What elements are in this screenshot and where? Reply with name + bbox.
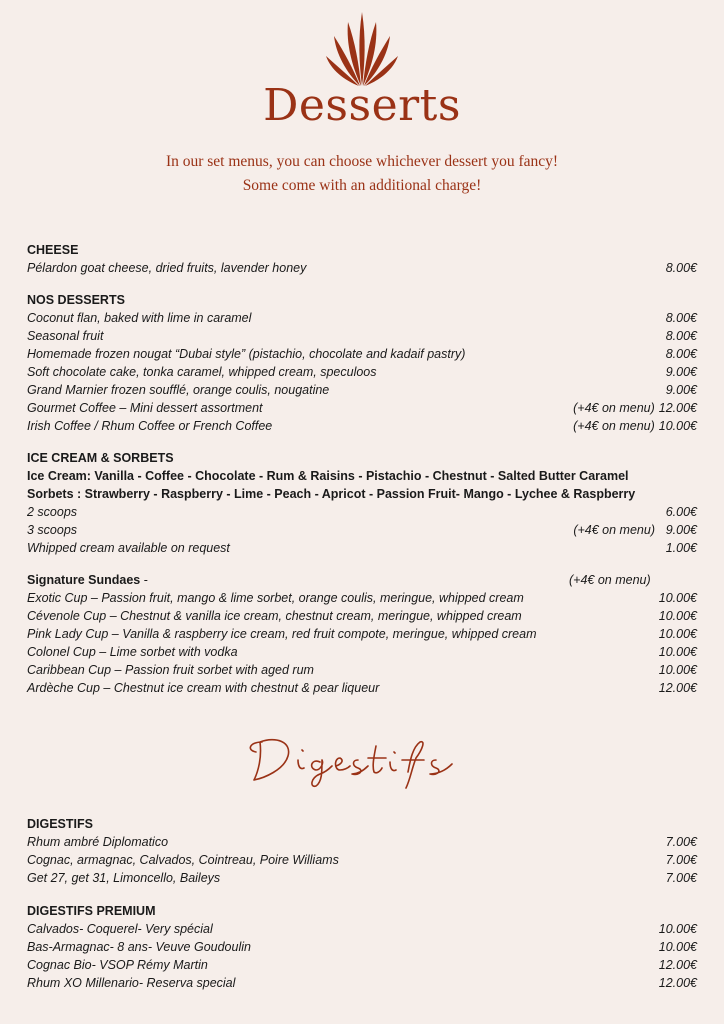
heading-dash: - xyxy=(140,573,148,587)
section-heading: DIGESTIFS PREMIUM xyxy=(27,904,156,918)
menu-item xyxy=(27,417,697,435)
nos-desserts-section xyxy=(27,291,697,435)
item-price: 10.00€ xyxy=(658,609,697,623)
item-name: Whipped cream available on request xyxy=(27,541,230,555)
menu-item xyxy=(27,643,697,661)
sorbet-flavors: Sorbets : Strawberry - Raspberry - Lime - Peach - Apricot - Passion Fruit- Mango - Lychee & Raspberry xyxy=(27,487,636,501)
item-price: 10.00€ xyxy=(658,591,697,605)
item-price: 12.00€ xyxy=(658,681,697,695)
item-name: Cognac, armagnac, Calvados, Cointreau, Poire Williams xyxy=(27,853,339,867)
sundae-heading-text: Signature Sundaes xyxy=(27,573,141,587)
intro-line: In our set menus, you can choose whichever dessert you fancy! xyxy=(165,153,559,170)
section-heading: CHEESE xyxy=(27,243,79,257)
item-name: Caribbean Cup – Passion fruit sorbet with aged rum xyxy=(27,663,314,677)
item-price: 10.00€ xyxy=(658,663,697,677)
menu-item xyxy=(27,399,697,417)
menu-item xyxy=(27,851,697,869)
menu-item xyxy=(27,345,697,363)
item-name: Seasonal fruit xyxy=(27,329,104,343)
item-price: 8.00€ xyxy=(665,347,697,361)
menu-item xyxy=(27,938,697,956)
item-price: 8.00€ xyxy=(665,261,697,275)
item-name: Ardèche Cup – Chestnut ice cream with chestnut & pear liqueur xyxy=(27,681,380,695)
item-note: (+4€ on menu) xyxy=(573,401,655,415)
item-price: 10.00€ xyxy=(658,627,697,641)
item-name: Grand Marnier frozen soufflé, orange coulis, nougatine xyxy=(27,383,330,397)
item-note: (+4€ on menu) xyxy=(573,523,655,537)
item-price: 8.00€ xyxy=(665,329,697,343)
item-name: Cognac Bio- VSOP Rémy Martin xyxy=(27,958,208,972)
menu-item xyxy=(27,869,697,887)
item-price: 9.00€ xyxy=(665,365,697,379)
menu-item xyxy=(27,974,697,992)
menu-item xyxy=(27,381,697,399)
menu-item xyxy=(27,679,697,697)
section-heading xyxy=(27,571,569,589)
menu-item xyxy=(27,521,697,539)
menu-item xyxy=(27,833,697,851)
item-price: 10.00€ xyxy=(658,940,697,954)
sundaes-section xyxy=(27,571,697,697)
item-price: 7.00€ xyxy=(665,871,697,885)
digestifs-script-title xyxy=(240,728,490,798)
menu-item xyxy=(27,661,697,679)
item-price: 9.00€ xyxy=(665,523,697,537)
item-price: 12.00€ xyxy=(658,976,697,990)
section-heading: NOS DESSERTS xyxy=(27,293,125,307)
item-name: 3 scoops xyxy=(27,523,78,537)
item-name: Gourmet Coffee – Mini dessert assortment xyxy=(27,401,263,415)
item-name: Pink Lady Cup – Vanilla & raspberry ice cream, red fruit compote, meringue, whipped cream xyxy=(27,627,537,641)
item-price: 12.00€ xyxy=(658,958,697,972)
item-price: 10.00€ xyxy=(658,419,697,433)
item-price: 7.00€ xyxy=(665,835,697,849)
section-heading: DIGESTIFS xyxy=(27,817,93,831)
item-price: 6.00€ xyxy=(665,505,697,519)
item-name: Exotic Cup – Passion fruit, mango & lime sorbet, orange coulis, meringue, whipped cream xyxy=(27,591,524,605)
item-name: Get 27, get 31, Limoncello, Baileys xyxy=(27,871,221,885)
ice-cream-flavors: Ice Cream: Vanilla - Coffee - Chocolate - Rum & Raisins - Pistachio - Chestnut - Salted Butter Caramel xyxy=(27,469,629,483)
page-title: Desserts xyxy=(263,80,461,131)
item-name: Colonel Cup – Lime sorbet with vodka xyxy=(27,645,238,659)
menu-item xyxy=(27,539,697,557)
item-price: 8.00€ xyxy=(665,311,697,325)
menu-item xyxy=(27,363,697,381)
menu-item xyxy=(27,309,697,327)
menu-item xyxy=(27,589,697,607)
menu-item xyxy=(27,920,697,938)
menu-item xyxy=(27,327,697,345)
item-price: 10.00€ xyxy=(658,922,697,936)
intro-text xyxy=(0,150,724,198)
menu-item xyxy=(27,607,697,625)
section-heading-row xyxy=(27,571,697,589)
item-price: 12.00€ xyxy=(658,401,697,415)
item-name: Homemade frozen nougat “Dubai style” (pistachio, chocolate and kadaif pastry) xyxy=(27,347,466,361)
ice-cream-section xyxy=(27,449,697,557)
item-price: 10.00€ xyxy=(658,645,697,659)
digestifs-premium-section xyxy=(27,902,697,992)
item-name: 2 scoops xyxy=(27,505,78,519)
item-note: (+4€ on menu) xyxy=(573,419,655,433)
item-name: Soft chocolate cake, tonka caramel, whipped cream, speculoos xyxy=(27,365,377,379)
item-price: 1.00€ xyxy=(665,541,697,555)
menu-item xyxy=(27,956,697,974)
item-name: Irish Coffee / Rhum Coffee or French Coffee xyxy=(27,419,273,433)
menu-item xyxy=(27,625,697,643)
item-name: Cévenole Cup – Chestnut & vanilla ice cream, chestnut cream, meringue, whipped cream xyxy=(27,609,522,623)
digestifs-section xyxy=(27,815,697,887)
item-name: Rhum ambré Diplomatico xyxy=(27,835,169,849)
menu-item xyxy=(27,259,697,277)
item-name: Pélardon goat cheese, dried fruits, lavender honey xyxy=(27,261,307,275)
item-price: 7.00€ xyxy=(665,853,697,867)
item-name: Calvados- Coquerel- Very spécial xyxy=(27,922,213,936)
item-name: Bas-Armagnac- 8 ans- Veuve Goudoulin xyxy=(27,940,251,954)
menu-item xyxy=(27,503,697,521)
intro-line: Some come with an additional charge! xyxy=(242,177,482,194)
cheese-section xyxy=(27,241,697,277)
item-price: 9.00€ xyxy=(665,383,697,397)
item-name: Rhum XO Millenario- Reserva special xyxy=(27,976,236,990)
shell-fan-icon xyxy=(322,8,402,88)
section-heading: ICE CREAM & SORBETS xyxy=(27,451,174,465)
item-name: Coconut flan, baked with lime in caramel xyxy=(27,311,252,325)
item-note: (+4€ on menu) xyxy=(569,573,651,587)
